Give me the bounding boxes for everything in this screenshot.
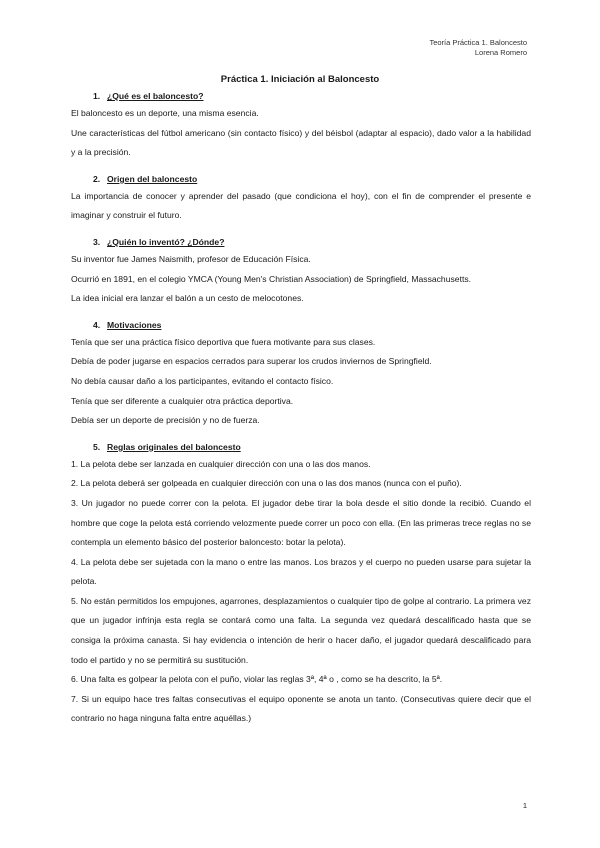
section-title: Origen del baloncesto [107,173,198,184]
paragraph: Tenía que ser diferente a cualquier otra práctica deportiva. [71,395,294,406]
paragraph: Debía de poder jugarse en espacios cerrados para superar los crudos inviernos de Springfield. [71,356,432,367]
section-number: 1. [93,91,101,101]
paragraph: No debía causar daño a los participantes, evitando el contacto físico. [71,375,334,386]
paragraph: La importancia de conocer y aprender del pasado (que condiciona el hoy), con el fin de comprender el presente e imaginar y construir el futuro. [71,190,531,221]
rule-item: 6. Una falta es golpear la pelota con el puño, violar las reglas 3ª, 4ª o , como se ha descrito, la 5ª. [71,674,443,685]
page-header [429,38,527,58]
header-course: Teoría Práctica 1. Baloncesto [429,38,527,47]
paragraph: Une características del fútbol americano (sin contacto físico) y del béisbol (adaptar al espacio), dado valor a la habilidad y a la precisión. [71,127,531,158]
section-title: ¿Quién lo inventó? ¿Dónde? [107,236,225,247]
section-title: ¿Qué es el baloncesto? [107,91,204,101]
section-heading [93,234,531,250]
section-heading [93,439,531,455]
rule-item: 5. No están permitidos los empujones, agarrones, desplazamientos o cualquier tipo de golpe al contrario. La primera vez que un jugador infrinja esta regla se contará como una falta. La segunda vez quedará descalificado hasta que se consiga la próxima canasta. Si hay evidencia o intención de herir o hacer daño, el jugador quedará descalificado para todo el partido y no se permitirá su sustitución. [71,595,531,665]
paragraph: Tenía que ser una práctica físico deportiva que fuera motivante para sus clases. [71,336,376,347]
paragraph: Su inventor fue James Naismith, profesor de Educación Física. [71,253,311,264]
rule-item: 4. La pelota debe ser sujetada con la mano o entre las manos. Los brazos y el cuerpo no pueden usarse para sujetar la pelota. [71,556,531,587]
paragraph: El baloncesto es un deporte, una misma esencia. [71,108,259,118]
section-heading [93,171,531,187]
paragraph: Debía ser un deporte de precisión y no de fuerza. [71,415,260,426]
section-number: 3. [93,236,101,247]
paragraph: La idea inicial era lanzar el balón a un cesto de melocotones. [71,293,304,304]
section-title: Reglas originales del baloncesto [107,441,241,452]
rule-item: 3. Un jugador no puede correr con la pelota. El jugador debe tirar la bola desde el sitio donde la recibió. Cuando el hombre que coge la pelota está corriendo velozmente puede correr un poco con ella. (En las primeras trece reglas no se contempla un elemento básico del posterior baloncesto: botar la pelota). [71,497,531,548]
paragraph: Ocurrió en 1891, en el colegio YMCA (Young Men's Christian Association) de Springfield, Massachusetts. [71,273,472,284]
section-title: Motivaciones [107,319,162,330]
section-heading [93,88,531,104]
section-number: 2. [93,173,101,184]
page-title: Práctica 1. Iniciación al Baloncesto [220,74,380,85]
header-author: Lorena Romero [474,48,527,57]
rule-item: 1. La pelota debe ser lanzada en cualquier dirección con una o las dos manos. [71,458,371,469]
rule-item: 2. La pelota deberá ser golpeada en cualquier dirección con una o las dos manos (nunca con el puño). [71,478,462,489]
section-number: 5. [93,441,101,452]
document-body [71,88,531,729]
rule-item: 7. Si un equipo hace tres faltas consecutivas el equipo oponente se anota un tanto. (Consecutivas quiere decir que el contrario no haga ninguna falta entre aquéllas.) [71,693,531,724]
page-number: 1 [522,801,527,810]
section-heading [93,317,531,333]
section-number: 4. [93,319,101,330]
